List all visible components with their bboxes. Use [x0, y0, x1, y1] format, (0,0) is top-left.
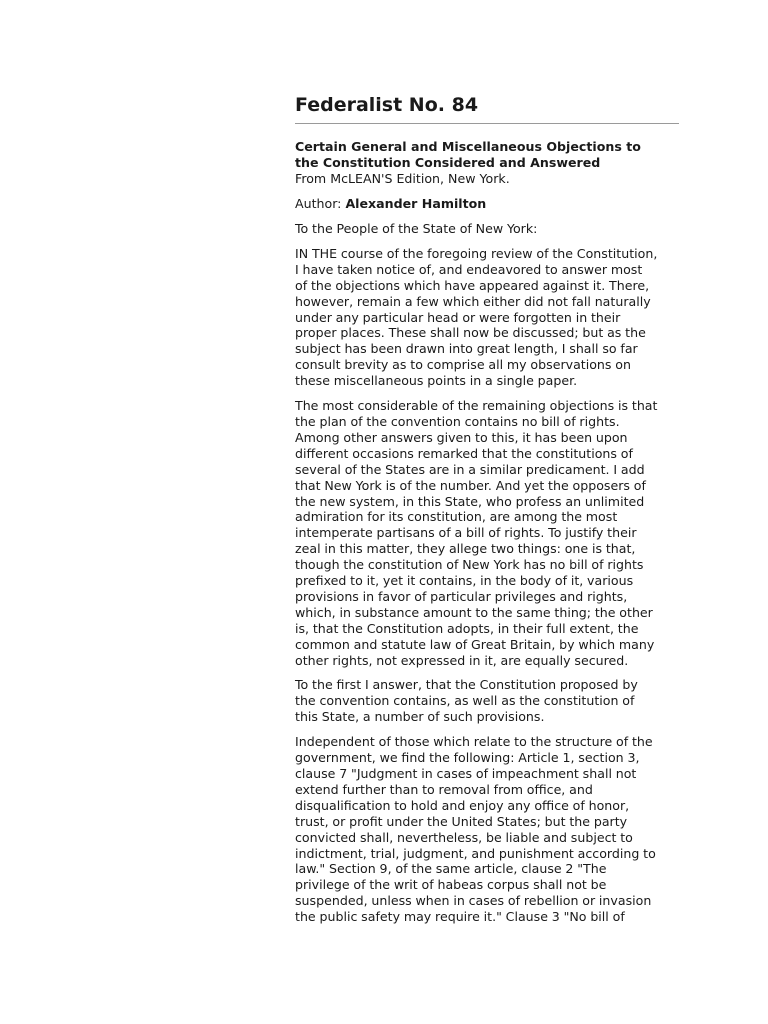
paragraph-line: the new system, in this State, who profess an unlimited [295, 493, 645, 509]
document-subtitle-block [295, 139, 679, 187]
paragraph-line: Among other answers given to this, it has been upon [295, 429, 628, 445]
paragraph-line: consult brevity as to comprise all my observations on [295, 357, 631, 373]
paragraph-line: To the first I answer, that the Constitution proposed by [295, 677, 638, 693]
paragraph-line: law." Section 9, of the same article, clause 2 "The [295, 861, 607, 877]
paragraph-line: provisions in favor of particular privileges and rights, [295, 588, 628, 604]
subtitle-line: Certain General and Miscellaneous Objections to [295, 139, 641, 154]
body-text [295, 246, 679, 925]
paragraph-line: disqualification to hold and enjoy any office of honor, [295, 797, 630, 813]
paragraph-line: The most considerable of the remaining objections is that [295, 398, 658, 414]
paragraph-line: convicted shall, nevertheless, be liable and subject to [295, 829, 633, 845]
paragraph-line: indictment, trial, judgment, and punishment according to [295, 845, 656, 861]
paragraph-line: subject has been drawn into great length, I shall so far [295, 341, 638, 357]
paragraph-line: clause 7 "Judgment in cases of impeachment shall not [295, 766, 637, 781]
body-paragraph [295, 734, 679, 925]
paragraph-line: the convention contains, as well as the constitution of [295, 693, 635, 709]
paragraph-line: IN THE course of the foregoing review of the Constitution, [295, 245, 658, 261]
paragraph-line: Independent of those which relate to the structure of the [295, 734, 653, 750]
paragraph-line: other rights, not expressed in it, are equally secured. [295, 652, 629, 668]
document-subtitle [295, 139, 679, 171]
paragraph-line: different occasions remarked that the constitutions of [295, 445, 633, 461]
body-paragraph [295, 677, 679, 725]
paragraph-line: zeal in this matter, they allege two things: one is that, [295, 541, 636, 557]
paragraph-line: intemperate partisans of a bill of rights. To justify their [295, 525, 637, 541]
paragraph-line: is, that the Constitution adopts, in their full extent, the [295, 620, 639, 636]
paragraph-line: privilege of the writ of habeas corpus shall not be [295, 877, 607, 893]
paragraph-line: that New York is of the number. And yet the opposers of [295, 477, 646, 493]
edition-note: From McLEAN'S Edition, New York. [295, 171, 510, 186]
paragraph-line: government, we find the following: Article 1, section 3, [295, 750, 640, 766]
paragraph-line: the public safety may require it." Clause 3 "No bill of [295, 909, 625, 925]
paragraph-line: prefixed to it, yet it contains, in the body of it, various [295, 573, 634, 589]
paragraph-line: this State, a number of such provisions. [295, 709, 545, 725]
author-name: Alexander Hamilton [345, 196, 487, 211]
subtitle-line: the Constitution Considered and Answered [295, 155, 601, 170]
paragraph-line: though the constitution of New York has no bill of rights [295, 557, 644, 573]
paragraph-line: proper places. These shall now be discussed; but as the [295, 325, 646, 341]
paragraph-line: these miscellaneous points in a single paper. [295, 373, 578, 389]
paragraph-line: of the objections which have appeared against it. There, [295, 277, 650, 293]
paragraph-line: I have taken notice of, and endeavored to answer most [295, 261, 643, 277]
paragraph-line: under any particular head or were forgotten in their [295, 309, 621, 325]
paragraph-line: the plan of the convention contains no bill of rights. [295, 413, 620, 429]
paragraph-line: admiration for its constitution, are among the most [295, 509, 618, 525]
paragraph-line: several of the States are in a similar predicament. I add [295, 461, 645, 477]
author-label: Author: [295, 196, 342, 211]
salutation: To the People of the State of New York: [295, 221, 538, 236]
document-page [295, 93, 679, 925]
body-paragraph [295, 246, 679, 389]
paragraph-line: extend further than to removal from office, and [295, 781, 593, 797]
body-paragraph [295, 398, 679, 668]
paragraph-line: however, remain a few which either did not fall naturally [295, 293, 651, 309]
author-line [295, 196, 679, 212]
page-title: Federalist No. 84 [295, 93, 679, 124]
paragraph-line: trust, or profit under the United States; but the party [295, 813, 628, 829]
paragraph-line: which, in substance amount to the same thing; the other [295, 604, 653, 620]
paragraph-line: common and statute law of Great Britain, by which many [295, 636, 655, 652]
paragraph-line: suspended, unless when in cases of rebellion or invasion [295, 893, 652, 909]
